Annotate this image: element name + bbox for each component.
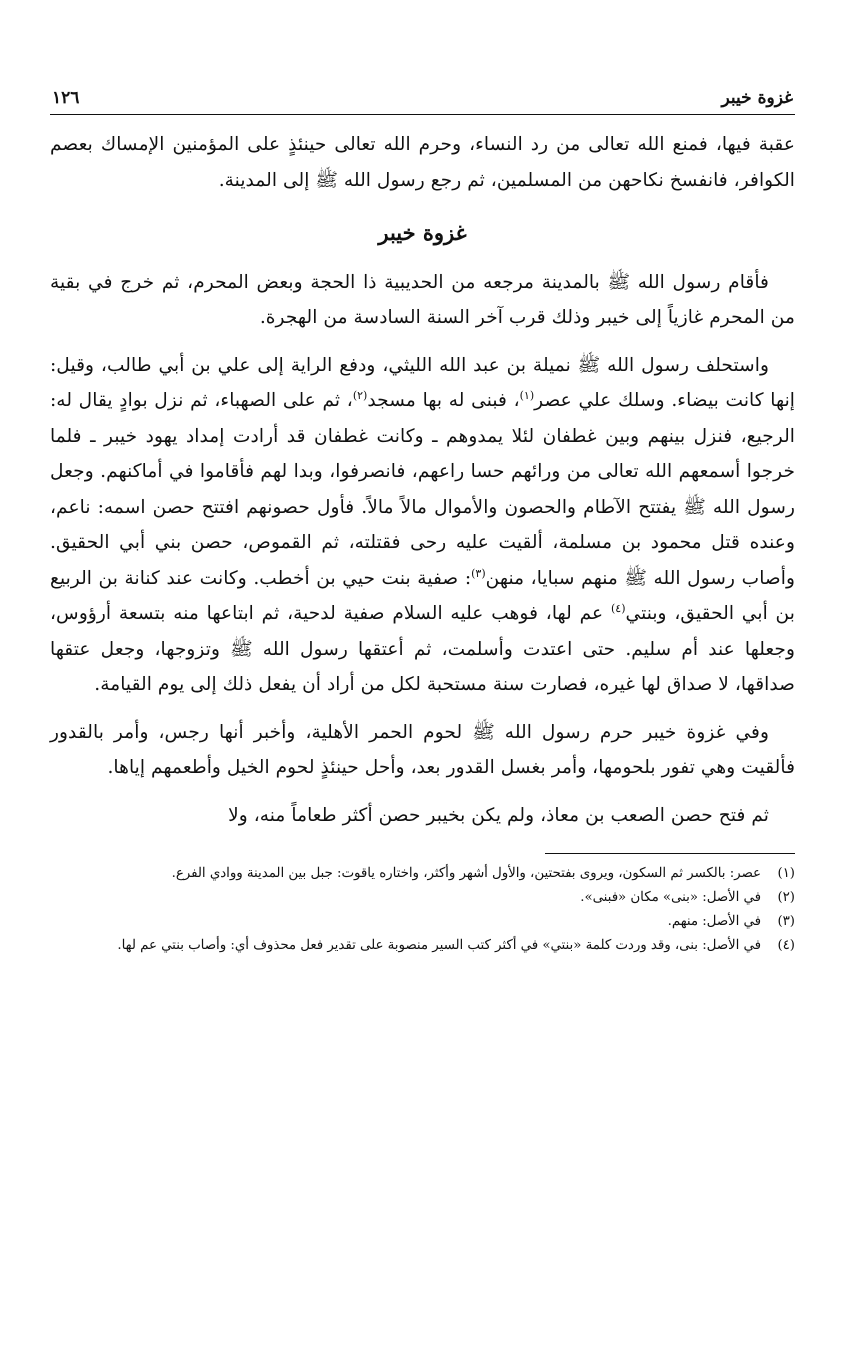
footnote-text: في الأصل: «بنى» مكان «فبنى».	[580, 890, 761, 905]
paragraph-continuation: عقبة فيها، فمنع الله تعالى من رد النساء، وحرم الله تعالى حينئذٍ على المؤمنين الإمساك بعصم الكوافر، فانفسخ نكاحهن من المسلمين، ثم رجع رسول الله ﷺ إلى المدينة.	[50, 134, 795, 191]
text-segment: عم لها، فوهب عليه السلام صفية لدحية، ثم ابتاعها منه بتسعة أرؤوس، وجعلها عند أم سليم. حتى اعتدت وأسلمت، ثم أعتقها رسول الله ﷺ وتزوجها، وجعل عتقها صداقها، لا صداق لها غيره، فصارت سنة مستحبة لكل من أراد أن يفعل ذلك إلى يوم القيامة.	[50, 603, 795, 695]
footnote-text: عصر: بالكسر ثم السكون، ويروى بفتحتين، والأول أشهر وأكثر، واختاره ياقوت: جبل بين المدينة ووادي الفرع.	[171, 866, 761, 881]
footnote-3	[50, 910, 795, 934]
main-text	[50, 127, 795, 833]
text-segment: ، فبنى له بها مسجد	[367, 390, 520, 411]
book-page	[50, 88, 795, 958]
footnote-divider	[545, 853, 795, 854]
footnote-number: (٣)	[777, 914, 795, 929]
footnote-ref-1[interactable]: (١)	[519, 388, 535, 402]
footnote-2	[50, 886, 795, 910]
section-title: غزوة خيبر	[378, 220, 467, 245]
running-title: غزوة خيبر	[721, 88, 793, 108]
footnote-1	[50, 862, 795, 886]
paragraph-final: ثم فتح حصن الصعب بن معاذ، ولم يكن بخيبر حصن أكثر طعاماً منه، ولا	[228, 804, 769, 826]
footnote-ref-4[interactable]: (٤)	[610, 601, 626, 615]
paragraph-campaign	[50, 348, 795, 703]
footnote-4	[50, 934, 795, 958]
footnote-number: (٢)	[777, 890, 795, 905]
paragraph-departure: فأقام رسول الله ﷺ بالمدينة مرجعه من الحديبية ذا الحجة وبعض المحرم، ثم خرج في بقية من المحرم غازياً إلى خيبر وذلك قرب آخر السنة السادسة من الهجرة.	[50, 271, 795, 328]
footnote-text: في الأصل: بنى، وقد وردت كلمة «بنتي» في أكثر كتب السير منصوبة على تقدير فعل محذوف أي: وأصاب بنتي عم لها.	[117, 938, 761, 953]
page-number: ١٢٦	[52, 88, 80, 108]
paragraph-prohibition: وفي غزوة خيبر حرم رسول الله ﷺ لحوم الحمر الأهلية، وأخبر أنها رجس، وأمر بالقدور فألقيت وهي تفور بلحومها، وأمر بغسل القدور بعد، وأحل حينئذٍ لحوم الخيل وأطعمهم إياها.	[50, 721, 795, 778]
page-header	[50, 88, 795, 115]
footnote-number: (٤)	[777, 938, 795, 953]
footnote-text: في الأصل: منهم.	[667, 914, 761, 929]
footnote-ref-3[interactable]: (٣)	[471, 566, 486, 580]
text-segment: : صفية بنت حيي بن أخطب. وكانت عند كنانة بن الربيع بن أبي الحقيق، وبنتي	[50, 567, 795, 624]
text-segment: واستحلف رسول الله ﷺ نميلة بن عبد الله الليثي، ودفع الراية إلى علي بن أبي طالب، وقيل: إنها كانت بيضاء. وسلك علي عصر	[50, 354, 795, 411]
footnotes	[50, 862, 795, 958]
footnote-ref-2[interactable]: (٢)	[352, 388, 368, 402]
text-segment: ، ثم على الصهباء، ثم نزل بوادٍ يقال له: الرجيع، فنزل بينهم وبين غطفان لئلا يمدوهم ـ وكانت غطفان قد أرادت إمداد يهود خيبر ـ فلما خرجوا أسمعهم الله تعالى من ورائهم حسا راعهم، فانصرفوا، وبدا لهم فأقاموا في أماكنهم. وجعل رسول الله ﷺ يفتتح الآطام والحصون والأموال مالاً مالاً. فأول حصونهم افتتح حصن اسمه: ناعم، وعنده قتل محمود بن مسلمة، ألقيت عليه رحى فقتلته، ثم القموص، حصن بني أبي الحقيق. وأصاب رسول الله ﷺ منهم سبايا، منهن	[50, 390, 795, 589]
footnote-number: (١)	[777, 866, 795, 881]
